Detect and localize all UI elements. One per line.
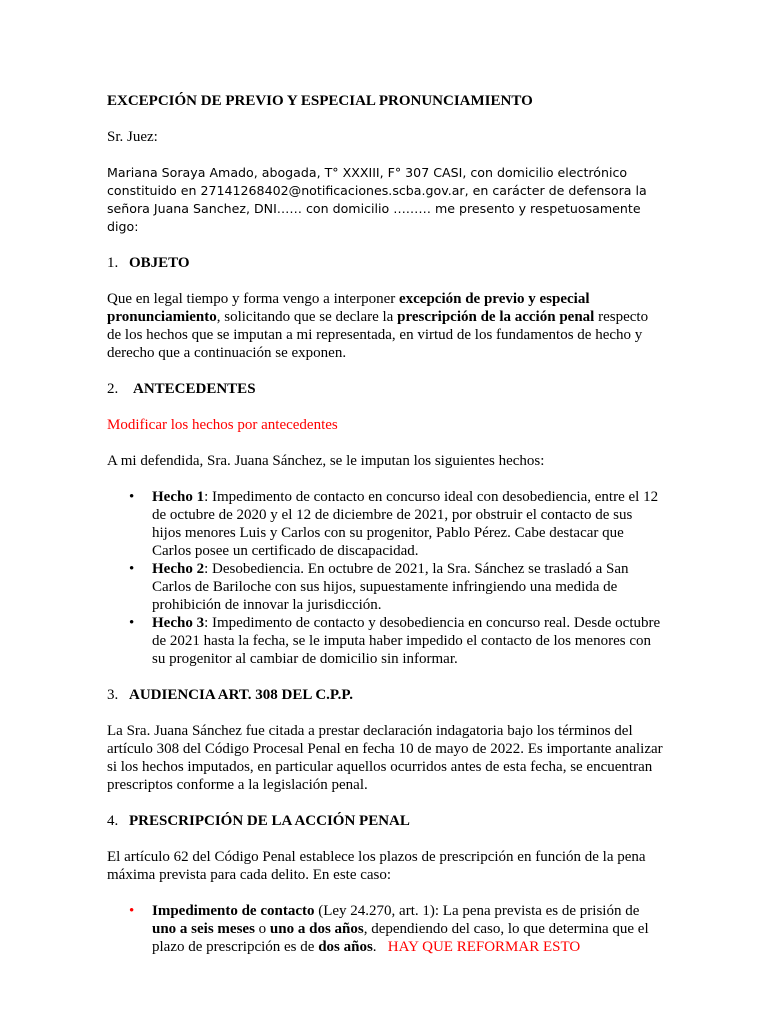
hecho-text: : Desobediencia. En octubre de 2021, la Sra. Sánchez se trasladó a San Carlos de Bariloche con sus hijos, supuestamente infringiendo una medida de prohibición de innovar la jurisdicción.: [152, 561, 629, 613]
section-heading-audiencia: [107, 686, 663, 704]
intro-paragraph: Mariana Soraya Amado, abogada, T° XXXIII, F° 307 CASI, con domicilio electrónico constituido en 27141268402@notificaciones.scba.gov.ar, en carácter de defensora la señora Juana Sanchez, DNI…… con domicilio ……… me presento y respetuosamente digo:: [107, 165, 647, 234]
list-item: [129, 614, 663, 668]
bold-run: dos años: [318, 939, 373, 955]
hecho-label: Hecho 2: [152, 561, 205, 577]
prescripcion-paragraph: El artículo 62 del Código Penal establece los plazos de prescripción en función de la pena máxima prevista para cada delito. En este caso:: [107, 849, 646, 883]
hecho-text: : Impedimento de contacto y desobediencia en concurso real. Desde octubre de 2021 hasta la fecha, se le imputa haber impedido el contacto de los menores con su progenitor al cambiar de domicilio sin informar.: [152, 615, 661, 667]
editor-note: Modificar los hechos por antecedentes: [107, 417, 338, 433]
text-run: Que en legal tiempo y forma vengo a interponer: [107, 291, 399, 307]
section-number: 4.: [107, 813, 119, 829]
antecedentes-lead: A mi defendida, Sra. Juana Sánchez, se le imputan los siguientes hechos:: [107, 453, 545, 469]
text-run: respecto de los hechos que se imputan a mi representada, en virtud de los fundamentos de hecho y derecho que a continuación se exponen.: [107, 309, 649, 361]
bullet-icon: •: [129, 903, 135, 919]
section-title: OBJETO: [129, 255, 190, 271]
hechos-list: [107, 488, 663, 668]
hecho-label: Hecho 3: [152, 615, 205, 631]
text-run: , dependiendo del caso, lo que determina que el plazo de prescripción es de: [152, 921, 649, 955]
text-run: , solicitando que se declare la: [216, 309, 398, 325]
text-run: (Ley 24.270, art. 1): La pena prevista es de prisión de: [314, 903, 640, 919]
list-item: [129, 560, 663, 614]
bold-run: uno a seis meses: [152, 921, 255, 937]
bullet-icon: •: [129, 615, 135, 631]
document-title: EXCEPCIÓN DE PREVIO Y ESPECIAL PRONUNCIAMIENTO: [107, 93, 533, 109]
salutation: Sr. Juez:: [107, 129, 158, 145]
editor-note: HAY QUE REFORMAR ESTO: [387, 939, 581, 955]
section-number: 2.: [107, 381, 119, 397]
section-title: AUDIENCIA ART. 308 DEL C.P.P.: [129, 687, 353, 703]
section-title: ANTECEDENTES: [133, 381, 256, 397]
text-run: .: [372, 939, 377, 955]
section-number: 3.: [107, 687, 119, 703]
bullet-icon: •: [129, 489, 135, 505]
bold-run: Impedimento de contacto: [152, 903, 315, 919]
prescripcion-list: [107, 902, 663, 956]
hecho-label: Hecho 1: [152, 489, 205, 505]
document-page: [107, 92, 663, 956]
section-title: PRESCRIPCIÓN DE LA ACCIÓN PENAL: [129, 813, 410, 829]
section-heading-objeto: [107, 254, 663, 272]
audiencia-paragraph: La Sra. Juana Sánchez fue citada a prestar declaración indagatoria bajo los términos del artículo 308 del Código Procesal Penal en fecha 10 de mayo de 2022. Es importante analizar si los hechos imputados, en particular aquellos ocurridos antes de esta fecha, se encuentran prescriptos conforme a la legislación penal.: [107, 723, 663, 793]
bold-run: prescripción de la acción penal: [397, 309, 595, 325]
hecho-text: : Impedimento de contacto en concurso ideal con desobediencia, entre el 12 de octubre de 2020 y el 12 de diciembre de 2021, por obstruir el contacto de sus hijos menores Luis y Carlos con su progenitor, Pablo Pérez. Cabe destacar que Carlos posee un certificado de discapacidad.: [152, 489, 659, 559]
list-item: [129, 902, 663, 956]
text-run: o: [254, 921, 270, 937]
list-item: [129, 488, 663, 560]
bullet-icon: •: [129, 561, 135, 577]
section-number: 1.: [107, 255, 119, 271]
section-heading-prescripcion: [107, 812, 663, 830]
objeto-paragraph: [107, 290, 663, 362]
section-heading-antecedentes: [107, 380, 663, 398]
bold-run: excepción de previo y especial pronunciamiento: [107, 291, 590, 325]
bold-run: uno a dos años: [269, 921, 364, 937]
